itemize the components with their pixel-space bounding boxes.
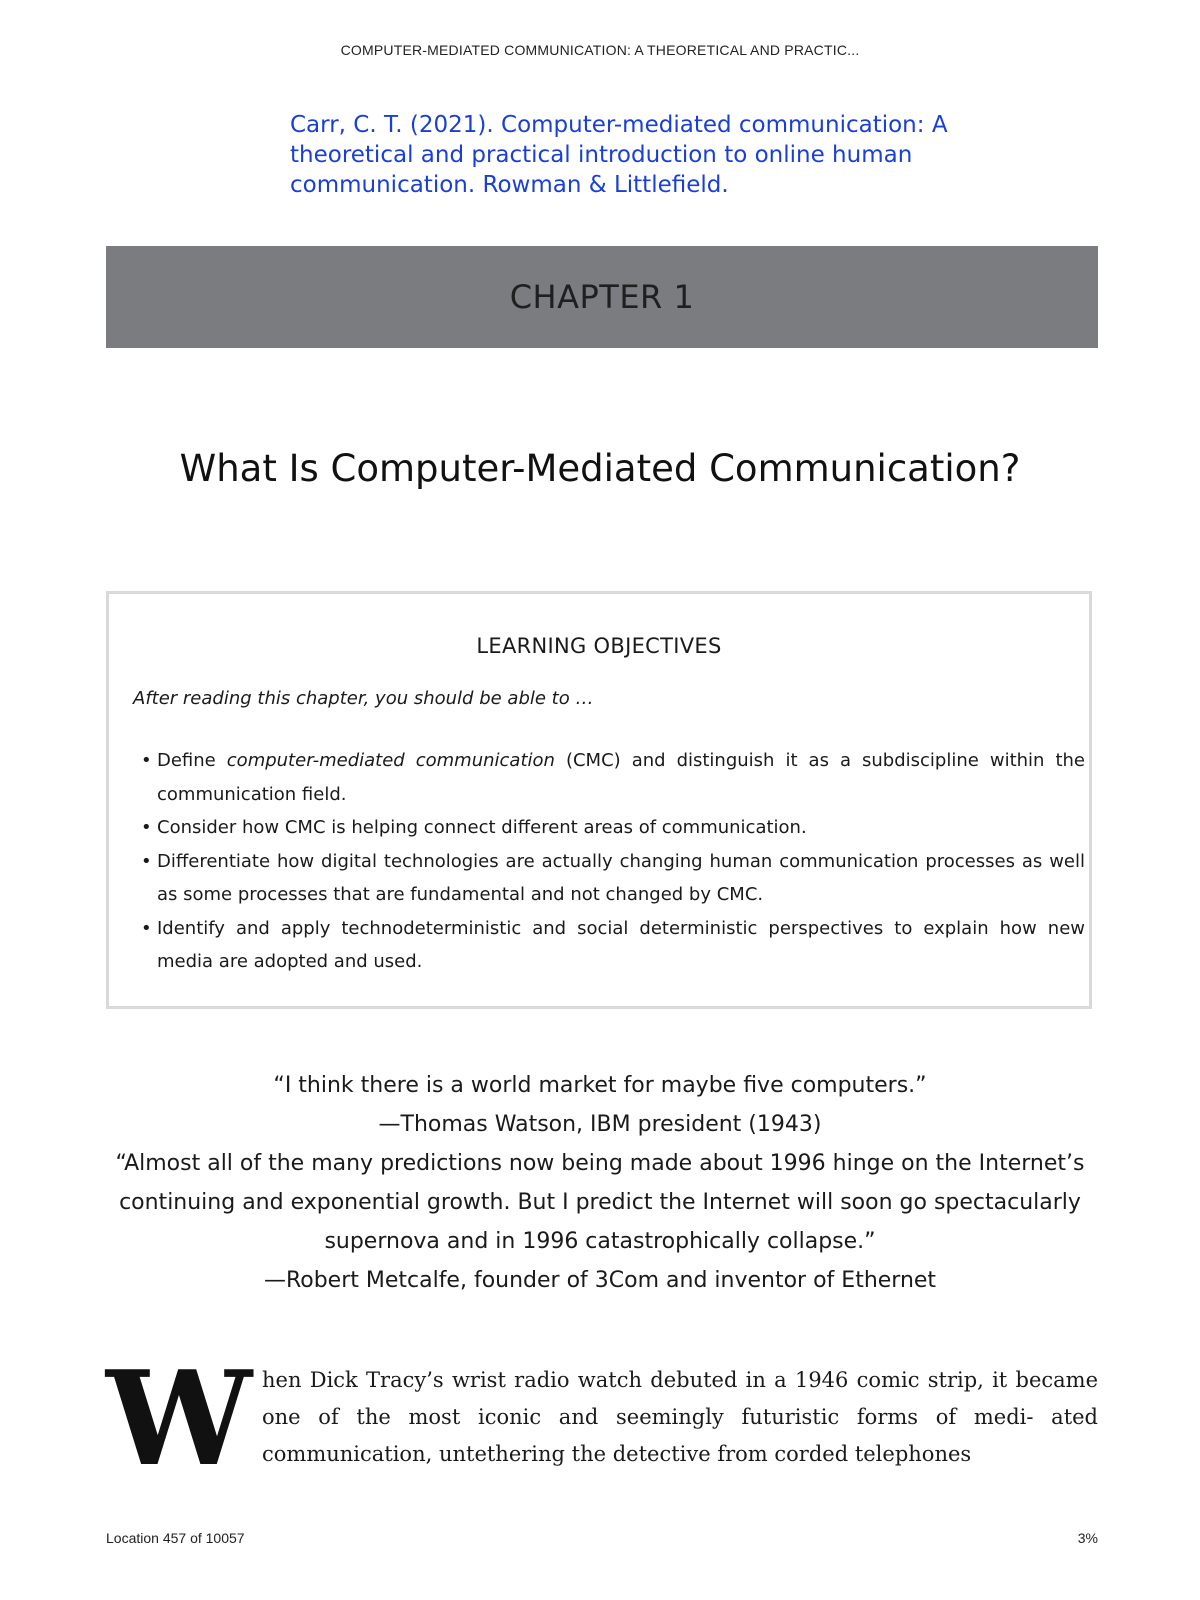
reading-progress: 3%	[1077, 1530, 1098, 1546]
learning-objectives-box	[106, 591, 1092, 1009]
objective-text: Identify and apply technodeterministic and social deterministic perspectives to explain how new media are adopted and used.	[157, 917, 1085, 972]
epigraph-attribution: —Robert Metcalfe, founder of 3Com and inventor of Ethernet	[263, 1268, 937, 1293]
reading-location: Location 457 of 10057	[106, 1530, 245, 1546]
chapter-banner	[106, 246, 1098, 348]
chapter-label: CHAPTER 1	[509, 278, 695, 316]
objective-text: (CMC) and distinguish it as a subdiscipline within the communication field.	[157, 750, 1085, 805]
chapter-title: What Is Computer-Mediated Communication?	[179, 447, 1021, 490]
epigraph-block	[80, 1066, 1120, 1300]
drop-cap: W	[106, 1342, 252, 1495]
objective-item	[135, 811, 1085, 845]
epigraph-quote: “Almost all of the many predictions now being made about 1996 hinge on the Internet’s continuing and exponential growth. But I predict the Internet will soon go spectacularly supernova and in 1996 catastrophically collapse.”	[115, 1151, 1085, 1254]
objective-item	[135, 912, 1085, 979]
citation-note: Carr, C. T. (2021). Computer-mediated communication: A theoretical and practical introduction to online human communication. Rowman & Littlefield.	[290, 112, 948, 198]
objective-text: Differentiate how digital technologies are actually changing human communication processes as well as some processes that are fundamental and not changed by CMC.	[157, 850, 1085, 905]
body-paragraph: hen Dick Tracy’s wrist radio watch debuted in a 1946 comic strip, it became one of the most iconic and seemingly futuristic forms of medi- ated communication, untethering the detective from corded telephones	[262, 1368, 1098, 1466]
objective-emphasis: computer-mediated communication	[226, 750, 555, 771]
objectives-list	[135, 744, 1085, 979]
objectives-intro: After reading this chapter, you should be able to …	[133, 688, 594, 709]
objective-item	[135, 744, 1085, 811]
running-header: COMPUTER-MEDIATED COMMUNICATION: A THEORETICAL AND PRACTIC...	[340, 42, 860, 58]
objective-item	[135, 845, 1085, 912]
epigraph-quote: “I think there is a world market for maybe five computers.”	[273, 1073, 927, 1098]
objective-text: Consider how CMC is helping connect different areas of communication.	[157, 817, 807, 838]
objectives-heading: LEARNING OBJECTIVES	[476, 634, 722, 658]
objective-text: Define	[157, 750, 227, 771]
epigraph-attribution: —Thomas Watson, IBM president (1943)	[378, 1112, 822, 1137]
